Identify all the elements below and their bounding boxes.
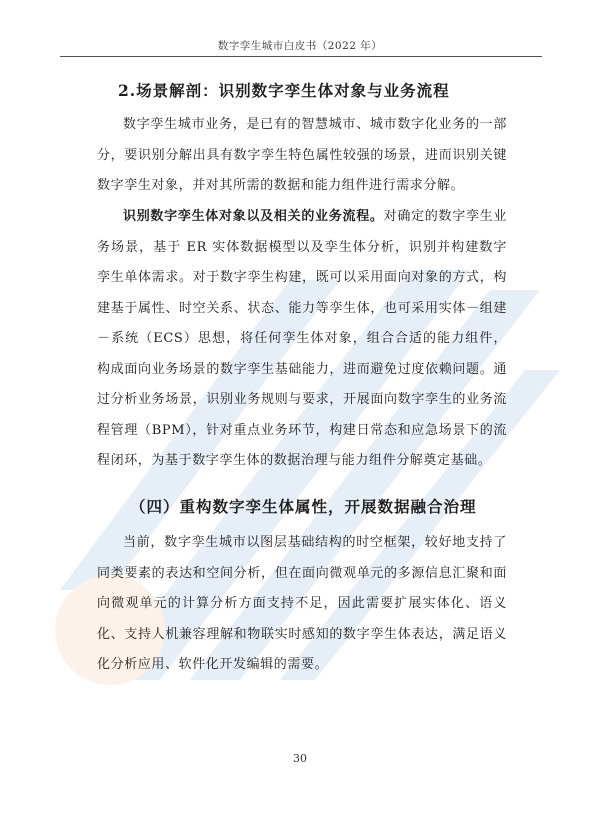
subsection-paragraph: 当前，数字孪生城市以图层基础结构的时空框架，较好地支持了同类要素的表达和空间分析，但在面向微观单元的多源信息汇聚和面向微观单元的计算分析方面支持不足，因此需要扩展实体化、语义化、支持人机兼容理解和物联实时感知的数字孪生体表达，满足语义化分析应用、软件化开发编辑的需要。 [97,535,507,672]
header-divider [60,56,542,57]
subsection-heading: （四）重构数字孪生体属性，开展数据融合治理 [130,497,477,516]
running-header: 数字孪生城市白皮书（2022 年） [217,40,383,52]
section-paragraph-1: 数字孪生城市业务，是已有的智慧城市、城市数字化业务的一部分，要识别分解出具有数字孪生特色属性较强的场景，进而识别关键数字孪生对象，并对其所需的数据和能力组件进行需求分解。 [97,117,507,193]
section-heading: 2.场景解剖：识别数字孪生体对象与业务流程 [118,81,450,100]
paragraph-lead: 识别数字孪生体对象以及相关的业务流程。 [123,209,384,224]
page-number: 30 [293,752,307,765]
section-paragraph-2 [97,202,507,477]
paragraph-body: 对确定的数字孪生业务场景，基于 ER 实体数据模型以及孪生体分析，识别并构建数字孪生单体需求。对于数字孪生构建，既可以采用面向对象的方式，构建基于属性、时空关系、状态、能力等孪生体，也可采用实体－组建－系统（ECS）思想，将任何孪生体对象，组合合适的能力组件，构成面向业务场景的数字孪生基础能力，进而避免过度依赖问题。通过分析业务场景，识别业务规则与要求，开展面向数字孪生的业务流程管理（BPM），针对重点业务环节，构建日常态和应急场景下的流程闭环，为基于数字孪生体的数据治理与能力组件分解奠定基础。 [97,209,508,468]
